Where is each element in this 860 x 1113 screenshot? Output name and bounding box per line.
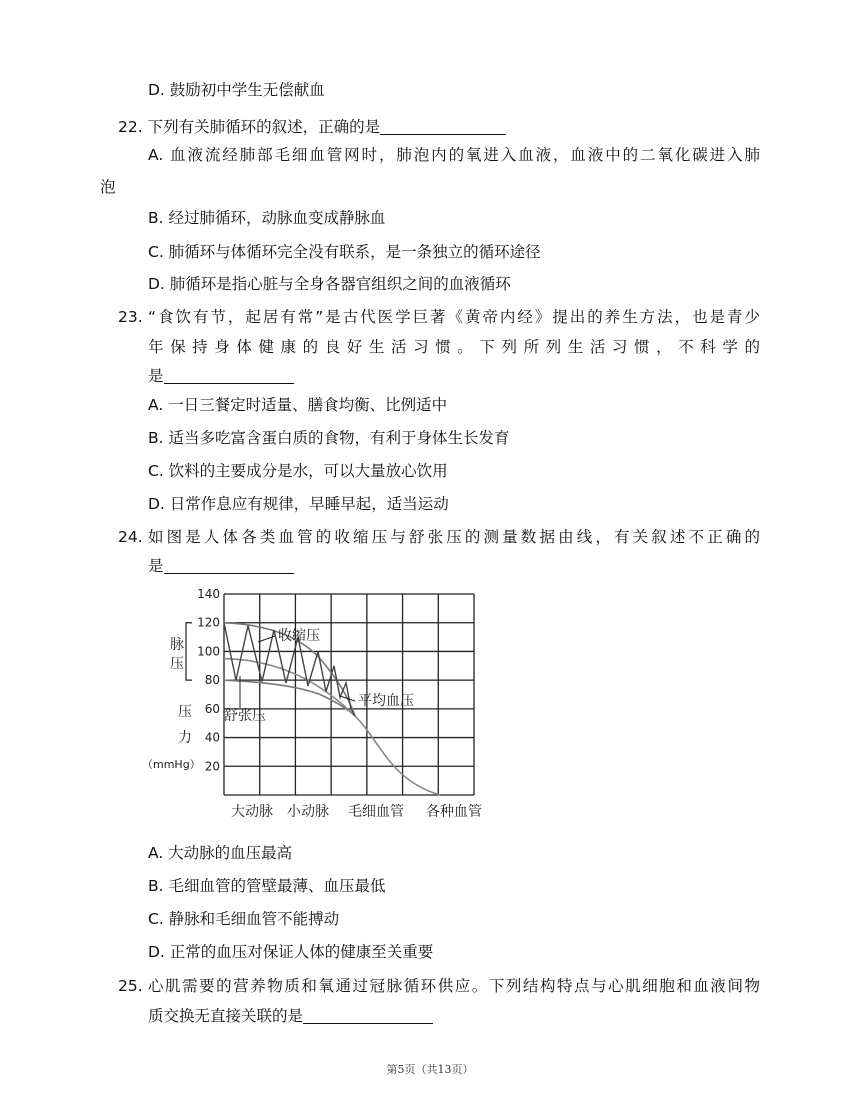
q24-number: 24. <box>118 528 143 546</box>
q22-option-c: C. 肺循环与体循环完全没有联系，是一条独立的循环途径 <box>148 243 541 261</box>
q24-stem-line1: 如图是人体各类血管的收缩压与舒张压的测量数据由线，有关叙述不正确的 <box>148 528 760 546</box>
q21-option-d: D. 鼓励初中学生无偿献血 <box>148 81 325 99</box>
ylabel-unit: （mmHg） <box>142 758 201 771</box>
q25-stem-line1: 心肌需要的营养物质和氧通过冠脉循环供应。下列结构特点与心肌细胞和血液间物 <box>148 977 760 995</box>
chart-grid <box>224 594 474 795</box>
ylabel-pressure-1: 压 <box>178 704 192 720</box>
blood-pressure-chart <box>140 584 500 824</box>
q22-option-a: A. 血液流经肺部毛细血管网时，肺泡内的氧进入血液，血液中的二氧化碳进入肺 <box>148 146 760 164</box>
q23-number: 23. <box>118 308 143 326</box>
q22-option-d: D. 肺循环是指心脏与全身各器官组织之间的血液循环 <box>148 275 511 293</box>
q24-option-a: A. 大动脉的血压最高 <box>148 844 293 862</box>
pulse-bracket <box>186 623 192 680</box>
q24-stem-line2 <box>148 556 294 576</box>
answer-blank <box>164 367 294 384</box>
q23-option-d: D. 日常作息应有规律，早睡早起，适当运动 <box>148 495 449 513</box>
x-category-0: 大动脉 <box>231 804 273 820</box>
y-tick-4: 60 <box>204 701 220 716</box>
ylabel-pulse-1: 脉 <box>170 637 184 653</box>
label-systolic: 收缩压 <box>278 628 320 644</box>
y-tick-6: 20 <box>204 759 220 774</box>
q25-stem-line2-text: 质交换无直接关联的是 <box>148 1007 304 1025</box>
q22-option-b: B. 经过肺循环，动脉血变成静脉血 <box>148 209 386 227</box>
answer-blank <box>303 1007 433 1024</box>
q23-stem-line2: 年保持身体健康的良好生活习惯。下列所列生活习惯，不科学的 <box>148 338 760 356</box>
q23-stem-line3-text: 是 <box>148 367 164 385</box>
label-diastolic: 舒张压 <box>224 708 266 724</box>
x-category-1: 小动脉 <box>287 804 329 820</box>
page-footer: 第5页（共13页） <box>386 1063 474 1076</box>
q24-option-d: D. 正常的血压对保证人体的健康至关重要 <box>148 943 434 961</box>
answer-blank <box>380 118 506 135</box>
y-tick-2: 100 <box>197 644 220 659</box>
y-tick-1: 120 <box>197 615 220 630</box>
q23-option-b: B. 适当多吃富含蛋白质的食物，有利于身体生长发育 <box>148 429 510 447</box>
ylabel-pulse-2: 压 <box>170 656 184 672</box>
q24-option-b: B. 毛细血管的管壁最薄、血压最低 <box>148 877 386 895</box>
ylabel-pressure-2: 力 <box>178 730 192 746</box>
label-mean: 平均血压 <box>358 693 414 709</box>
q23-stem-line3 <box>148 366 294 386</box>
q22-stem-text: 下列有关肺循环的叙述，正确的是 <box>147 118 381 136</box>
curve-mean <box>224 659 440 795</box>
q22-option-a-cont: 泡 <box>100 178 116 196</box>
y-tick-0: 140 <box>197 587 220 601</box>
q25-stem-line2 <box>148 1006 433 1026</box>
q22-number: 22. <box>118 118 143 136</box>
q23-option-a: A. 一日三餐定时适量、膳食均衡、比例适中 <box>148 396 448 414</box>
q24-option-c: C. 静脉和毛细血管不能搏动 <box>148 910 340 928</box>
q23-option-c: C. 饮料的主要成分是水，可以大量放心饮用 <box>148 462 448 480</box>
q23-stem-line1: “食饮有节，起居有常”是古代医学巨著《黄帝内经》提出的养生方法，也是青少 <box>148 308 760 326</box>
q25-number: 25. <box>118 977 143 995</box>
x-category-labels <box>231 803 482 820</box>
y-tick-3: 80 <box>204 673 220 688</box>
x-category-3: 各种血管 <box>426 804 482 820</box>
y-tick-5: 40 <box>204 730 220 745</box>
x-category-2: 毛细血管 <box>348 804 404 820</box>
y-tick-labels <box>197 587 220 773</box>
q24-stem-line2-text: 是 <box>148 557 164 575</box>
q22-stem <box>118 117 506 137</box>
answer-blank <box>164 557 294 574</box>
